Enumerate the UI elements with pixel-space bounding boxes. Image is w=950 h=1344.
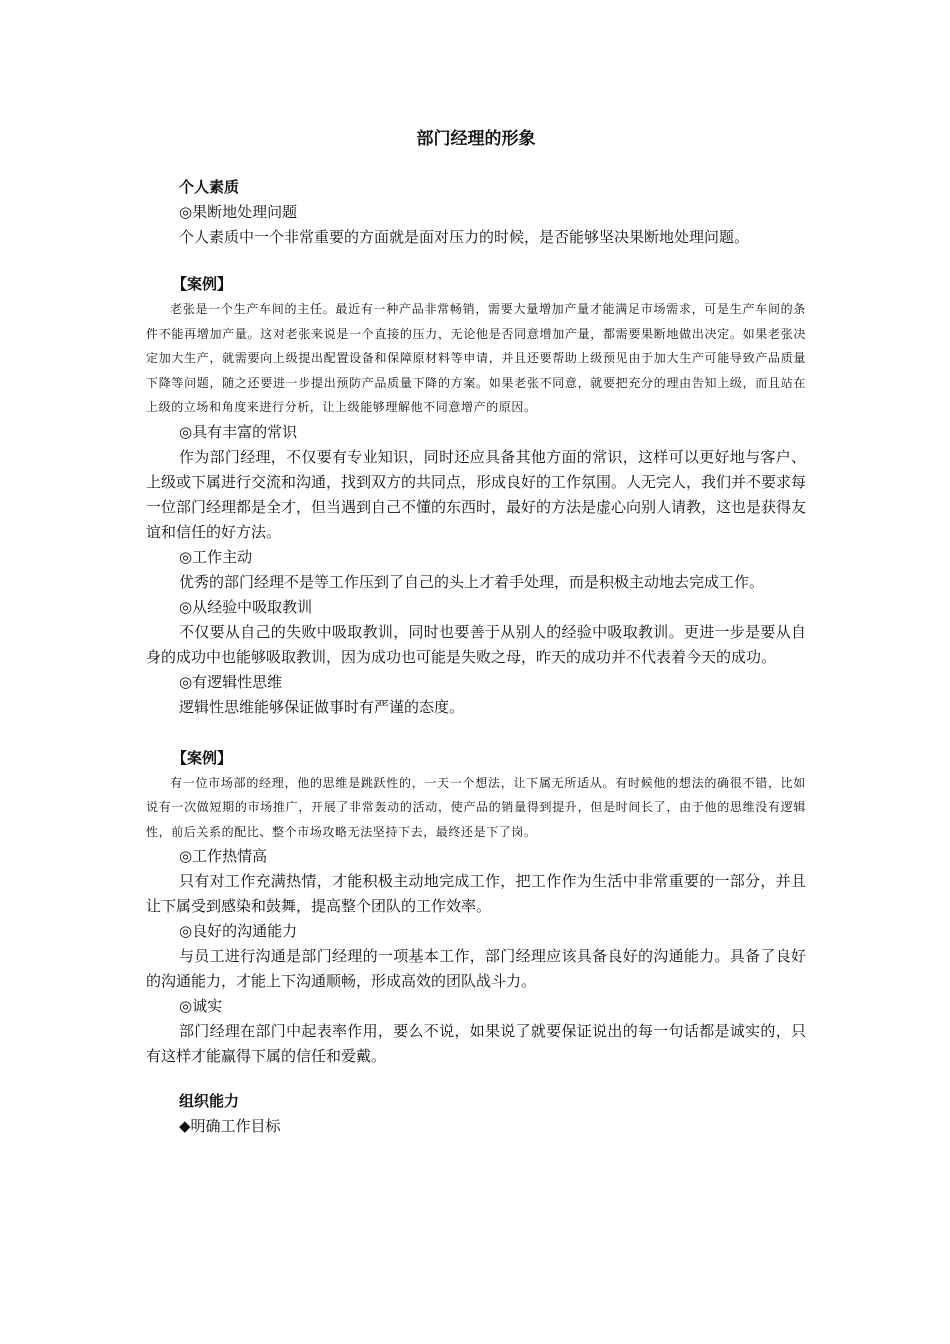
case-label-2: 【案例】 (172, 748, 233, 767)
document-body (146, 175, 806, 1139)
item-body-communication: 与员工进行沟通是部门经理的一项基本工作，部门经理应该具备良好的沟通能力。具备了良好的沟通能力，才能上下沟通顺畅，形成高效的团队战斗力。 (146, 947, 806, 990)
case-body-2: 有一位市场部的经理，他的思维是跳跃性的，一天一个想法，让下属无所适从。有时候他的想法的确很不错，比如说有一次做短期的市场推广，开展了非常轰动的活动，使产品的销量得到提升，但是时间长了，由于他的思维没有逻辑性，前后关系的配比、整个市场攻略无法坚持下去，最终还是下了岗。 (146, 775, 806, 839)
section-heading-personal-quality: 个人素质 (179, 178, 240, 196)
page-title: 部门经理的形象 (416, 129, 536, 149)
item-heading-communication: ◎良好的沟通能力 (179, 922, 298, 940)
item-body-decisive: 个人素质中一个非常重要的方面就是面对压力的时候，是否能够坚决果断地处理问题。 (179, 228, 750, 246)
spacer (146, 250, 806, 272)
item-heading-logical-thinking: ◎有逻辑性思维 (179, 672, 283, 691)
item-heading-learn-from-experience: ◎从经验中吸取教训 (179, 597, 313, 616)
item-body-logical-thinking: 逻辑性思维能够保证做事时有严谨的态度。 (179, 697, 465, 716)
item-heading-clear-goals: ◆明确工作目标 (179, 1117, 281, 1135)
item-heading-common-sense: ◎具有丰富的常识 (179, 422, 298, 441)
item-body-learn-from-experience: 不仅要从自己的失败中吸取教训，同时也要善于从别人的经验中吸取教训。更进一步是要从自身的成功中也能够吸取教训，因为成功也可能是失败之母，昨天的成功并不代表着今天的成功。 (146, 622, 806, 666)
item-heading-honesty: ◎诚实 (179, 997, 223, 1015)
case-body-1: 老张是一个生产车间的主任。最近有一种产品非常畅销，需要大量增加产量才能满足市场需求，可是生产车间的条件不能再增加产量。这对老张来说是一个直接的压力，无论他是否同意增加产量，都需要果断地做出决定。如果老张决定加大生产，就需要向上级提出配置设备和保障原材料等申请，并且还要帮助上级预见由于加大生产可能导致产品质量下降等问题，随之还要进一步提出预防产品质量下降的方案。如果老张不同意，就要把充分的理由告知上级，而且站在上级的立场和角度来进行分析，让上级能够理解他不同意增产的原因。 (146, 302, 806, 414)
spacer (146, 1069, 806, 1089)
section-heading-organization: 组织能力 (179, 1092, 240, 1110)
item-body-enthusiasm: 只有对工作充满热情，才能积极主动地完成工作，把工作作为生活中非常重要的一部分，并且让下属受到感染和鼓舞，提高整个团队的工作效率。 (146, 872, 806, 915)
item-body-common-sense: 作为部门经理，不仅要有专业知识，同时还应具备其他方面的常识，这样可以更好地与客户、上级或下属进行交流和沟通，找到双方的共同点，形成良好的工作氛围。人无完人，我们并不要求每一位部门经理都是全才，但当遇到自己不懂的东西时，最好的方法是虚心向别人请教，这也是获得友谊和信任的好方法。 (146, 447, 807, 541)
item-body-honesty: 部门经理在部门中起表率作用，要么不说，如果说了就要保证说出的每一句话都是诚实的，只有这样才能赢得下属的信任和爱戴。 (146, 1022, 806, 1065)
item-body-proactive: 优秀的部门经理不是等工作压到了自己的头上才着手处理，而是积极主动地去完成工作。 (179, 572, 765, 591)
spacer (146, 720, 806, 746)
item-heading-decisive: ◎果断地处理问题 (179, 203, 298, 221)
case-label-1: 【案例】 (172, 275, 233, 293)
item-heading-proactive: ◎工作主动 (179, 547, 253, 566)
item-heading-enthusiasm: ◎工作热情高 (179, 847, 268, 865)
